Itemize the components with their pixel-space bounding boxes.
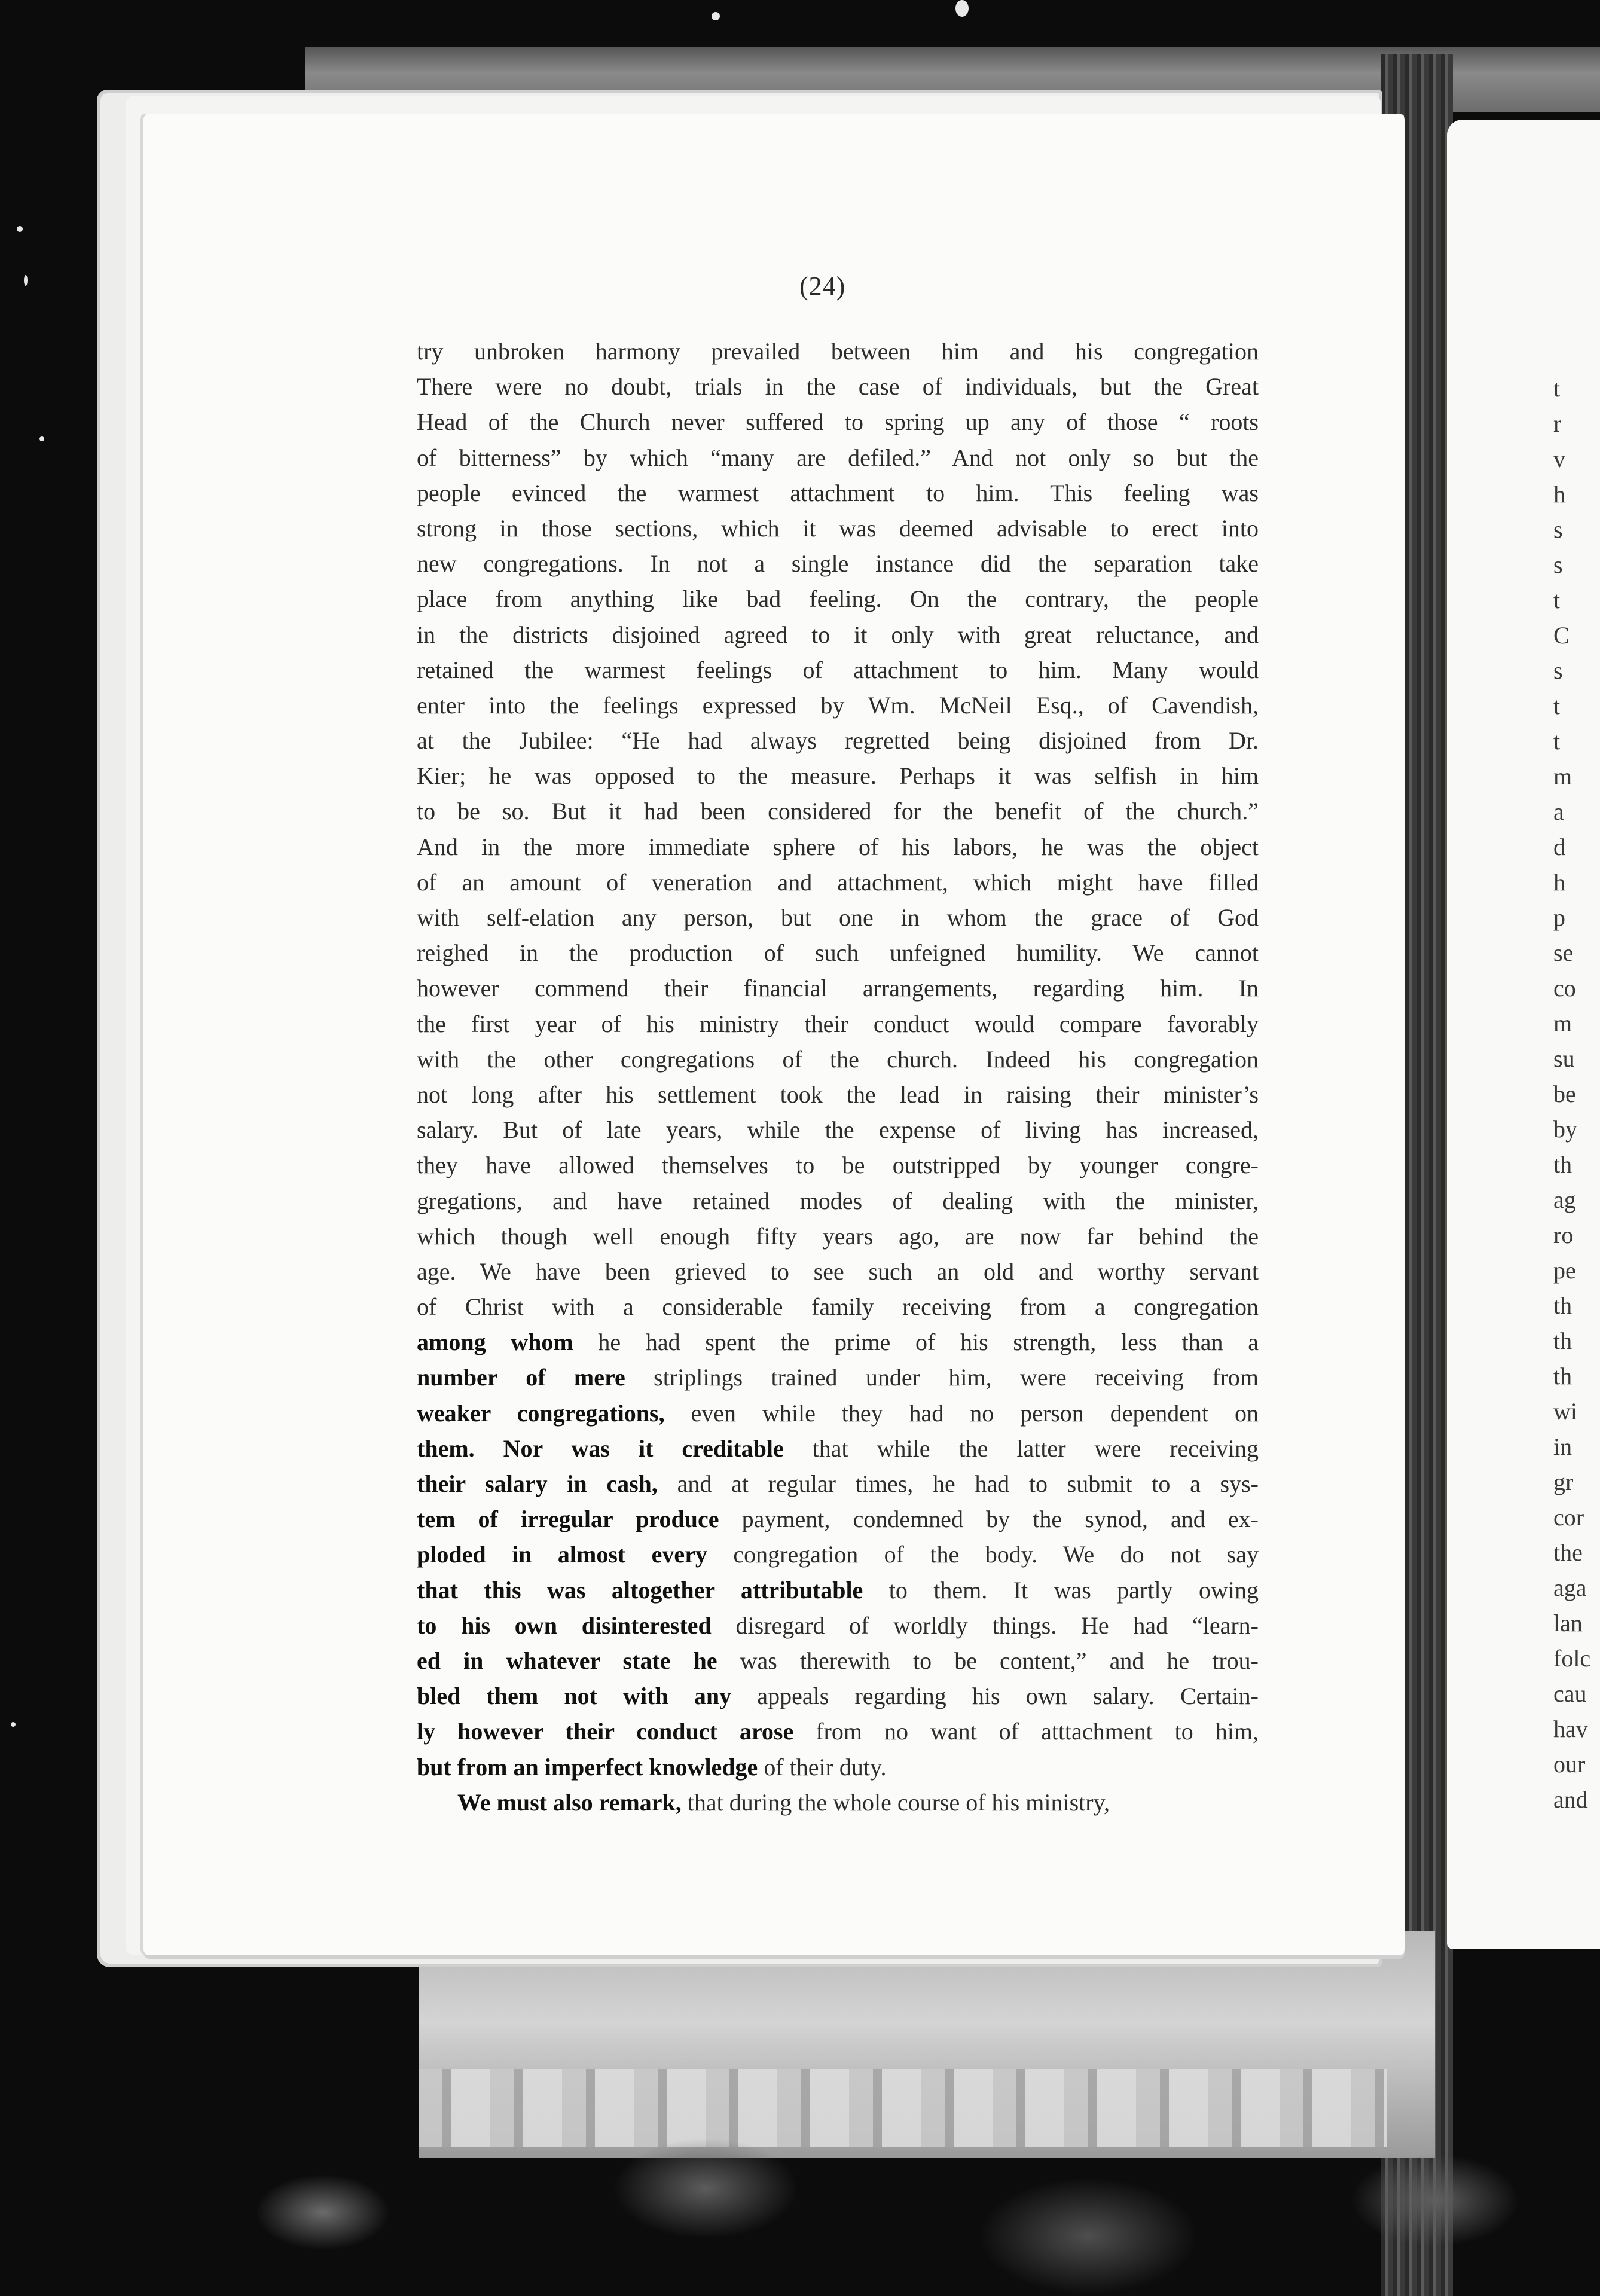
adjacent-page-fragment: th: [1553, 1151, 1572, 1178]
adjacent-page-fragment: our: [1553, 1751, 1586, 1778]
adjacent-page-fragment: pe: [1553, 1257, 1576, 1284]
text-line: salary. But of late years, while the expense of living has increased,: [417, 1116, 1259, 1144]
adjacent-page-fragment: by: [1553, 1116, 1577, 1143]
text-line: tem of irregular produce payment, condemned by the synod, and ex-: [417, 1506, 1259, 1533]
adjacent-page-fragment: su: [1553, 1045, 1575, 1072]
bold-text-run: but from an imperfect knowledge: [417, 1753, 758, 1781]
text-line: at the Jubilee: “He had always regretted being disjoined from Dr.: [417, 727, 1259, 755]
text-line: bled them not with any appeals regarding his own salary. Certain-: [417, 1683, 1259, 1710]
adjacent-page-fragment: wi: [1553, 1398, 1577, 1425]
adjacent-page-fragment: gr: [1553, 1468, 1574, 1495]
text-line: retained the warmest feelings of attachment to him. Many would: [417, 656, 1259, 683]
text-line: enter into the feelings expressed by Wm. McNeil Esq., of Cavendish,: [417, 691, 1259, 719]
text-line: reighed in the production of such unfeigned humility. We cannot: [417, 939, 1259, 967]
adjacent-page-fragment: be: [1553, 1080, 1576, 1107]
bold-text-run: number of mere: [417, 1364, 625, 1391]
adjacent-page-fragment: s: [1553, 657, 1563, 684]
bold-text-run: them. Nor was it creditable: [417, 1434, 784, 1462]
text-line: new congregations. In not a single instance did the separation take: [417, 550, 1259, 578]
bold-text-run: their salary in cash,: [417, 1470, 658, 1497]
text-line: with the other congregations of the church. Indeed his congregation: [417, 1045, 1259, 1073]
text-line: among whom he had spent the prime of his strength, less than a: [417, 1329, 1259, 1356]
bold-text-run: that this was altogether attributable: [417, 1576, 863, 1604]
bold-text-run: to his own disinterested: [417, 1611, 712, 1639]
adjacent-page-fragment: th: [1553, 1292, 1572, 1319]
adjacent-page-fragment: p: [1553, 904, 1565, 931]
bold-text-run: weaker congregations,: [417, 1399, 665, 1427]
text-line: which though well enough fifty years ago, are now far behind the: [417, 1222, 1259, 1250]
body-text: [417, 334, 1259, 1820]
adjacent-page-fragment: co: [1553, 975, 1576, 1002]
adjacent-page-fragment: cor: [1553, 1504, 1584, 1531]
text-line: not long after his settlement took the lead in raising their minister’s: [417, 1080, 1259, 1108]
scan-speck: [39, 436, 44, 441]
text-line: ed in whatever state he was therewith to be content,” and he trou-: [417, 1647, 1259, 1674]
text-line: to his own disinterested disregard of worldly things. He had “learn-: [417, 1611, 1259, 1639]
adjacent-page-fragment: aga: [1553, 1574, 1587, 1601]
adjacent-page-fragment: th: [1553, 1327, 1572, 1354]
scan-speck: [712, 12, 720, 20]
adjacent-page-fragment: in: [1553, 1433, 1572, 1460]
text-line: to be so. But it had been considered for the benefit of the church.”: [417, 798, 1259, 825]
scan-speck: [11, 1722, 16, 1727]
text-line: the first year of his ministry their conduct would compare favorably: [417, 1010, 1259, 1037]
bold-text-run: ed in whatever state he: [417, 1647, 717, 1674]
adjacent-page-fragment: t: [1553, 692, 1561, 719]
adjacent-page-fragment: v: [1553, 445, 1565, 472]
text-line: ly however their conduct arose from no want of atttachment to him,: [417, 1718, 1259, 1745]
text-line: they have allowed themselves to be outstripped by younger congre-: [417, 1152, 1259, 1179]
bold-text-run: ly however their conduct arose: [417, 1718, 794, 1745]
bold-text-run: among whom: [417, 1329, 573, 1356]
text-line: of Christ with a considerable family receiving from a congregation: [417, 1293, 1259, 1321]
adjacent-page-fragment: t: [1553, 587, 1561, 613]
adjacent-page-fragment: h: [1553, 869, 1565, 896]
scan-speck: [17, 226, 23, 232]
adjacent-page-fragment: m: [1553, 1010, 1572, 1037]
adjacent-page-fragment: se: [1553, 939, 1574, 966]
bold-text-run: We must also remark,: [457, 1788, 682, 1816]
adjacent-page-fragment: a: [1553, 798, 1564, 825]
adjacent-page-fragment: the: [1553, 1539, 1583, 1566]
page-number: (24): [799, 271, 846, 301]
adjacent-page-text: [1553, 371, 1600, 1817]
adjacent-page-fragment: ag: [1553, 1186, 1576, 1213]
scan-speck: [24, 275, 28, 286]
text-line: their salary in cash, and at regular times, he had to submit to a sys-: [417, 1470, 1259, 1497]
adjacent-page-fragment: C: [1553, 622, 1570, 649]
text-line: of an amount of veneration and attachment, which might have filled: [417, 868, 1259, 896]
text-line: We must also remark, that during the whole course of his ministry,: [457, 1788, 1110, 1816]
bold-text-run: tem of irregular produce: [417, 1506, 719, 1533]
adjacent-page-fragment: s: [1553, 516, 1563, 543]
background-texture: [0, 2081, 1600, 2296]
text-line: Head of the Church never suffered to spring up any of those “ roots: [417, 408, 1259, 436]
adjacent-page-fragment: r: [1553, 410, 1562, 437]
text-line: gregations, and have retained modes of dealing with the minister,: [417, 1187, 1259, 1214]
text-line: place from anything like bad feeling. On the contrary, the people: [417, 585, 1259, 613]
bold-text-run: ploded in almost every: [417, 1541, 707, 1568]
scan-speck: [955, 0, 969, 17]
text-line: number of mere striplings trained under him, were receiving from: [417, 1364, 1259, 1391]
adjacent-page-fragment: t: [1553, 728, 1561, 755]
adjacent-page-fragment: lan: [1553, 1610, 1583, 1636]
text-line: strong in those sections, which it was deemed advisable to erect into: [417, 514, 1259, 542]
adjacent-page-fragment: folc: [1553, 1645, 1591, 1672]
text-line: try unbroken harmony prevailed between him and his congregation: [417, 338, 1259, 365]
adjacent-page-fragment: t: [1553, 375, 1561, 402]
text-line: And in the more immediate sphere of his labors, he was the object: [417, 833, 1259, 860]
text-line: them. Nor was it creditable that while the latter were receiving: [417, 1434, 1259, 1462]
text-line: in the districts disjoined agreed to it only with great reluctance, and: [417, 621, 1259, 648]
text-line: but from an imperfect knowledge of their duty.: [417, 1753, 887, 1781]
adjacent-page-fragment: and: [1553, 1786, 1588, 1813]
adjacent-page: [1447, 120, 1600, 1949]
adjacent-page-fragment: h: [1553, 481, 1565, 508]
adjacent-page-fragment: th: [1553, 1363, 1572, 1390]
adjacent-page-fragment: m: [1553, 763, 1572, 790]
text-line: however commend their financial arrangements, regarding him. In: [417, 975, 1259, 1002]
text-line: people evinced the warmest attachment to him. This feeling was: [417, 479, 1259, 506]
text-line: with self-elation any person, but one in whom the grace of God: [417, 904, 1259, 931]
text-line: of bitterness” by which “many are defiled.” And not only so but the: [417, 444, 1259, 471]
text-line: weaker congregations, even while they had no person dependent on: [417, 1399, 1259, 1427]
text-line: that this was altogether attributable to them. It was partly owing: [417, 1576, 1259, 1604]
adjacent-page-fragment: hav: [1553, 1715, 1588, 1742]
text-line: There were no doubt, trials in the case of individuals, but the Great: [417, 373, 1259, 401]
bold-text-run: bled them not with any: [417, 1683, 732, 1710]
adjacent-page-fragment: s: [1553, 551, 1563, 578]
text-line: ploded in almost every congregation of the body. We do not say: [417, 1541, 1259, 1568]
adjacent-page-fragment: cau: [1553, 1680, 1587, 1707]
text-line: Kier; he was opposed to the measure. Perhaps it was selfish in him: [417, 762, 1259, 790]
adjacent-page-fragment: ro: [1553, 1222, 1574, 1248]
text-line: age. We have been grieved to see such an old and worthy servant: [417, 1257, 1259, 1285]
adjacent-page-fragment: d: [1553, 833, 1565, 860]
